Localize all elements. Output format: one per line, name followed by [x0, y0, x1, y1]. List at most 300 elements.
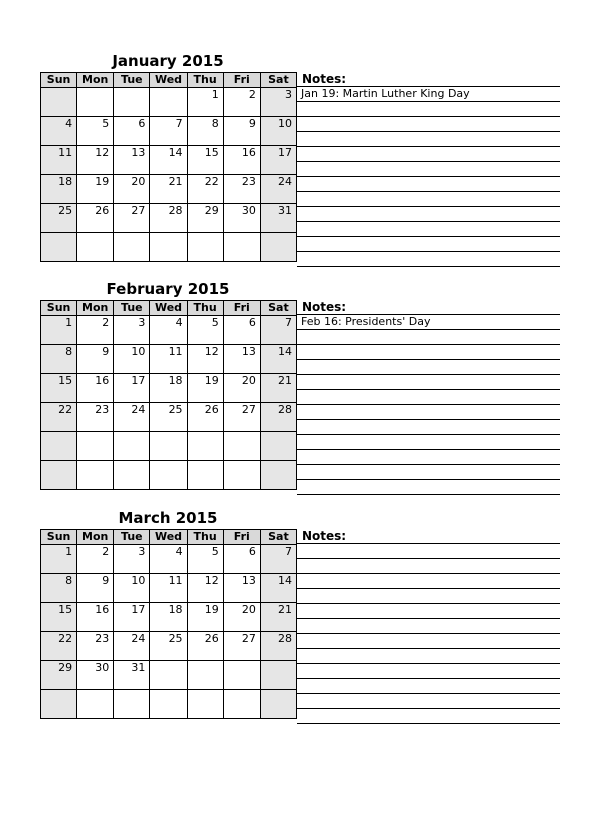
day-cell	[223, 146, 260, 175]
day-cell	[77, 175, 114, 204]
day-cell	[114, 661, 150, 690]
note-line[interactable]	[297, 679, 560, 694]
day-number	[114, 88, 149, 89]
day-number	[261, 233, 296, 234]
day-number: 27	[241, 632, 256, 645]
day-number	[261, 461, 296, 462]
day-cell	[77, 403, 114, 432]
day-cell	[187, 632, 223, 661]
note-line[interactable]	[297, 559, 560, 574]
note-line[interactable]	[297, 619, 560, 634]
day-number	[41, 432, 76, 433]
day-cell	[41, 117, 77, 146]
day-number: 19	[95, 175, 110, 188]
day-number: 4	[65, 117, 73, 130]
day-number: 22	[204, 175, 219, 188]
day-cell	[77, 316, 114, 345]
day-number: 8	[65, 574, 73, 587]
day-cell	[114, 690, 150, 719]
day-number: 20	[241, 374, 256, 387]
note-line[interactable]	[297, 207, 560, 222]
day-cell	[260, 461, 296, 490]
day-cell	[187, 432, 223, 461]
week-row	[41, 175, 297, 204]
day-cell	[260, 146, 296, 175]
day-cell	[77, 603, 114, 632]
day-cell	[150, 545, 187, 574]
day-number: 24	[278, 175, 292, 188]
day-number: 11	[168, 345, 183, 358]
day-cell	[260, 545, 296, 574]
day-cell	[187, 117, 223, 146]
day-cell	[150, 117, 187, 146]
day-number	[224, 461, 260, 462]
note-line[interactable]	[297, 252, 560, 267]
week-row	[41, 204, 297, 233]
day-number: 20	[241, 603, 256, 616]
week-row	[41, 545, 297, 574]
day-cell	[187, 233, 223, 262]
day-cell	[260, 117, 296, 146]
day-cell	[187, 204, 223, 233]
note-line[interactable]	[297, 405, 560, 420]
day-number: 17	[131, 603, 146, 616]
day-header: Thu	[187, 301, 223, 316]
day-cell	[223, 432, 260, 461]
day-number: 29	[58, 661, 73, 674]
day-number	[224, 690, 260, 691]
notes-label: Notes:	[297, 300, 560, 315]
day-cell	[223, 233, 260, 262]
day-number	[114, 233, 149, 234]
day-cell	[77, 632, 114, 661]
day-number: 5	[102, 117, 110, 130]
day-number: 9	[102, 574, 110, 587]
day-cell	[187, 345, 223, 374]
day-cell	[41, 461, 77, 490]
note-line[interactable]	[297, 589, 560, 604]
day-cell	[41, 233, 77, 262]
day-number: 31	[278, 204, 292, 217]
day-header: Mon	[77, 73, 114, 88]
day-cell	[223, 632, 260, 661]
day-number	[41, 88, 76, 89]
day-header: Wed	[150, 301, 187, 316]
day-cell	[223, 690, 260, 719]
day-header: Sat	[260, 73, 296, 88]
day-number	[188, 461, 223, 462]
day-cell	[41, 603, 77, 632]
day-cell	[114, 461, 150, 490]
day-number	[188, 233, 223, 234]
day-number: 17	[278, 146, 292, 159]
note-line[interactable]	[297, 390, 560, 405]
day-number: 28	[278, 403, 292, 416]
month-grid	[40, 300, 297, 490]
note-line[interactable]	[297, 465, 560, 480]
day-cell	[77, 690, 114, 719]
day-cell	[223, 603, 260, 632]
day-cell	[260, 690, 296, 719]
day-number: 23	[95, 403, 110, 416]
day-cell	[150, 345, 187, 374]
day-number: 19	[204, 603, 219, 616]
day-cell	[77, 146, 114, 175]
day-header: Sun	[41, 530, 77, 545]
day-number	[114, 461, 149, 462]
day-number: 5	[211, 545, 219, 558]
day-cell	[41, 88, 77, 117]
month-title: February 2015	[106, 280, 230, 298]
day-cell	[41, 146, 77, 175]
day-number	[41, 233, 76, 234]
day-number: 12	[95, 146, 110, 159]
day-number: 2	[248, 88, 256, 101]
day-cell	[150, 316, 187, 345]
day-number: 17	[131, 374, 146, 387]
day-number: 18	[168, 603, 183, 616]
day-cell	[223, 204, 260, 233]
day-cell	[223, 461, 260, 490]
day-number: 16	[95, 603, 110, 616]
day-number	[77, 233, 113, 234]
week-row	[41, 233, 297, 262]
day-number: 8	[211, 117, 219, 130]
day-number: 6	[248, 545, 256, 558]
day-number: 7	[285, 316, 292, 329]
day-number	[188, 690, 223, 691]
day-number: 7	[285, 545, 292, 558]
day-number: 3	[285, 88, 292, 101]
day-cell	[223, 374, 260, 403]
day-cell	[187, 146, 223, 175]
day-number	[261, 661, 296, 662]
day-number	[77, 690, 113, 691]
day-number: 2	[102, 545, 110, 558]
day-cell	[77, 374, 114, 403]
note-line[interactable]	[297, 694, 560, 709]
day-number	[224, 233, 260, 234]
day-cell	[114, 233, 150, 262]
day-number	[150, 461, 186, 462]
day-number: 28	[168, 204, 183, 217]
note-line[interactable]	[297, 480, 560, 495]
day-number: 16	[241, 146, 256, 159]
day-number	[41, 690, 76, 691]
day-header: Mon	[77, 301, 114, 316]
day-header: Sun	[41, 73, 77, 88]
day-cell	[187, 88, 223, 117]
day-cell	[114, 146, 150, 175]
day-cell	[223, 175, 260, 204]
day-header: Mon	[77, 530, 114, 545]
week-row	[41, 316, 297, 345]
day-cell	[114, 374, 150, 403]
day-number: 8	[65, 345, 73, 358]
day-number: 1	[65, 545, 73, 558]
day-header: Fri	[223, 301, 260, 316]
note-line[interactable]	[297, 162, 560, 177]
note-line[interactable]	[297, 435, 560, 450]
note-line[interactable]	[297, 147, 560, 162]
day-number: 13	[241, 574, 256, 587]
day-cell	[187, 175, 223, 204]
day-cell	[77, 461, 114, 490]
day-cell	[114, 545, 150, 574]
note-line[interactable]	[297, 664, 560, 679]
note-line[interactable]	[297, 237, 560, 252]
day-cell	[187, 545, 223, 574]
week-row	[41, 432, 297, 461]
month-title: January 2015	[112, 52, 224, 70]
day-cell	[41, 175, 77, 204]
day-cell	[41, 316, 77, 345]
day-cell	[150, 374, 187, 403]
day-header: Thu	[187, 73, 223, 88]
month-title: March 2015	[118, 509, 218, 527]
day-cell	[41, 545, 77, 574]
day-number: 15	[58, 374, 73, 387]
note-line[interactable]	[297, 330, 560, 345]
day-number: 21	[168, 175, 183, 188]
day-cell	[187, 374, 223, 403]
day-cell	[187, 461, 223, 490]
day-cell	[114, 432, 150, 461]
day-cell	[114, 175, 150, 204]
day-number: 4	[175, 316, 183, 329]
day-number	[224, 432, 260, 433]
day-header: Tue	[114, 301, 150, 316]
day-number	[77, 88, 113, 89]
day-cell	[150, 146, 187, 175]
day-cell	[150, 632, 187, 661]
week-row	[41, 603, 297, 632]
day-number	[150, 661, 186, 662]
day-cell	[114, 403, 150, 432]
day-number: 11	[58, 146, 73, 159]
day-cell	[150, 603, 187, 632]
day-number: 26	[204, 632, 219, 645]
note-line[interactable]	[297, 222, 560, 237]
day-cell	[150, 574, 187, 603]
day-cell	[150, 204, 187, 233]
day-cell	[77, 661, 114, 690]
day-cell	[41, 374, 77, 403]
day-number: 22	[58, 403, 73, 416]
day-number	[188, 432, 223, 433]
day-cell	[260, 403, 296, 432]
note-line[interactable]	[297, 132, 560, 147]
day-cell	[260, 661, 296, 690]
day-cell	[260, 432, 296, 461]
day-number: 6	[138, 117, 146, 130]
note-line[interactable]	[297, 420, 560, 435]
day-number	[150, 233, 186, 234]
day-cell	[114, 117, 150, 146]
day-cell	[260, 316, 296, 345]
day-number: 31	[131, 661, 146, 674]
day-cell	[114, 345, 150, 374]
day-header: Sat	[260, 301, 296, 316]
day-cell	[223, 345, 260, 374]
day-header: Fri	[223, 73, 260, 88]
day-cell	[41, 204, 77, 233]
day-number: 23	[241, 175, 256, 188]
day-number	[150, 432, 186, 433]
day-number: 10	[131, 574, 146, 587]
day-number: 18	[58, 175, 73, 188]
day-number: 26	[95, 204, 110, 217]
note-line[interactable]	[297, 574, 560, 589]
day-number: 10	[278, 117, 292, 130]
day-number: 12	[204, 345, 219, 358]
day-cell	[150, 175, 187, 204]
day-number: 13	[131, 146, 146, 159]
day-cell	[41, 345, 77, 374]
notes-label: Notes:	[297, 529, 560, 544]
day-cell	[260, 603, 296, 632]
day-number	[150, 690, 186, 691]
day-number: 12	[204, 574, 219, 587]
note-line[interactable]: Feb 16: Presidents' Day	[297, 315, 560, 330]
day-number: 26	[204, 403, 219, 416]
day-cell	[77, 117, 114, 146]
day-number	[188, 661, 223, 662]
day-number: 14	[278, 574, 292, 587]
day-number: 21	[278, 603, 292, 616]
day-cell	[260, 88, 296, 117]
week-row	[41, 374, 297, 403]
day-cell	[260, 374, 296, 403]
day-cell	[260, 345, 296, 374]
note-line[interactable]	[297, 177, 560, 192]
day-cell	[150, 432, 187, 461]
day-number: 5	[211, 316, 219, 329]
day-number: 24	[131, 632, 146, 645]
day-number: 23	[95, 632, 110, 645]
note-line[interactable]	[297, 450, 560, 465]
day-cell	[150, 661, 187, 690]
day-cell	[187, 603, 223, 632]
day-cell	[150, 403, 187, 432]
day-header: Tue	[114, 530, 150, 545]
day-number: 27	[241, 403, 256, 416]
day-cell	[114, 632, 150, 661]
note-line[interactable]	[297, 709, 560, 724]
week-row	[41, 661, 297, 690]
day-number: 9	[102, 345, 110, 358]
week-row	[41, 461, 297, 490]
day-cell	[77, 88, 114, 117]
day-cell	[77, 345, 114, 374]
day-number: 15	[58, 603, 73, 616]
day-cell	[114, 574, 150, 603]
note-line[interactable]	[297, 604, 560, 619]
day-number: 28	[278, 632, 292, 645]
week-row	[41, 345, 297, 374]
day-header: Wed	[150, 73, 187, 88]
day-number: 7	[175, 117, 183, 130]
day-number	[77, 461, 113, 462]
day-cell	[150, 233, 187, 262]
day-header: Sun	[41, 301, 77, 316]
day-number: 11	[168, 574, 183, 587]
note-line[interactable]	[297, 649, 560, 664]
day-number	[41, 461, 76, 462]
note-line[interactable]	[297, 544, 560, 559]
day-number: 2	[102, 316, 110, 329]
day-cell	[260, 233, 296, 262]
day-number: 25	[168, 403, 183, 416]
day-cell	[114, 316, 150, 345]
note-line[interactable]	[297, 102, 560, 117]
notes-section	[297, 72, 560, 267]
day-cell	[187, 661, 223, 690]
day-number: 18	[168, 374, 183, 387]
day-cell	[150, 461, 187, 490]
day-cell	[260, 204, 296, 233]
day-number	[224, 661, 260, 662]
note-line[interactable]	[297, 360, 560, 375]
day-cell	[41, 632, 77, 661]
day-number: 13	[241, 345, 256, 358]
day-number: 25	[168, 632, 183, 645]
note-line[interactable]	[297, 192, 560, 207]
week-row	[41, 574, 297, 603]
day-cell	[77, 233, 114, 262]
day-number: 29	[204, 204, 219, 217]
day-number	[261, 432, 296, 433]
day-number	[261, 690, 296, 691]
note-line[interactable]	[297, 117, 560, 132]
day-number: 22	[58, 632, 73, 645]
day-cell	[223, 574, 260, 603]
day-number: 27	[131, 204, 146, 217]
day-cell	[260, 632, 296, 661]
day-cell	[260, 175, 296, 204]
day-cell	[114, 603, 150, 632]
day-number	[114, 432, 149, 433]
day-number: 1	[65, 316, 73, 329]
note-line[interactable]	[297, 634, 560, 649]
week-row	[41, 117, 297, 146]
day-cell	[187, 690, 223, 719]
day-cell	[41, 661, 77, 690]
day-number: 20	[131, 175, 146, 188]
day-cell	[114, 88, 150, 117]
day-header: Sat	[260, 530, 296, 545]
month-grid	[40, 72, 297, 262]
day-number: 14	[168, 146, 183, 159]
day-number: 25	[58, 204, 73, 217]
day-cell	[223, 88, 260, 117]
day-cell	[187, 403, 223, 432]
day-number: 10	[131, 345, 146, 358]
day-number: 15	[204, 146, 219, 159]
note-line[interactable]	[297, 375, 560, 390]
day-cell	[41, 403, 77, 432]
note-line[interactable]	[297, 345, 560, 360]
day-number	[114, 690, 149, 691]
day-number	[77, 432, 113, 433]
day-cell	[77, 574, 114, 603]
day-number: 9	[248, 117, 256, 130]
week-row	[41, 403, 297, 432]
note-line[interactable]: Jan 19: Martin Luther King Day	[297, 87, 560, 102]
month-grid	[40, 529, 297, 719]
day-number: 4	[175, 545, 183, 558]
day-cell	[41, 432, 77, 461]
